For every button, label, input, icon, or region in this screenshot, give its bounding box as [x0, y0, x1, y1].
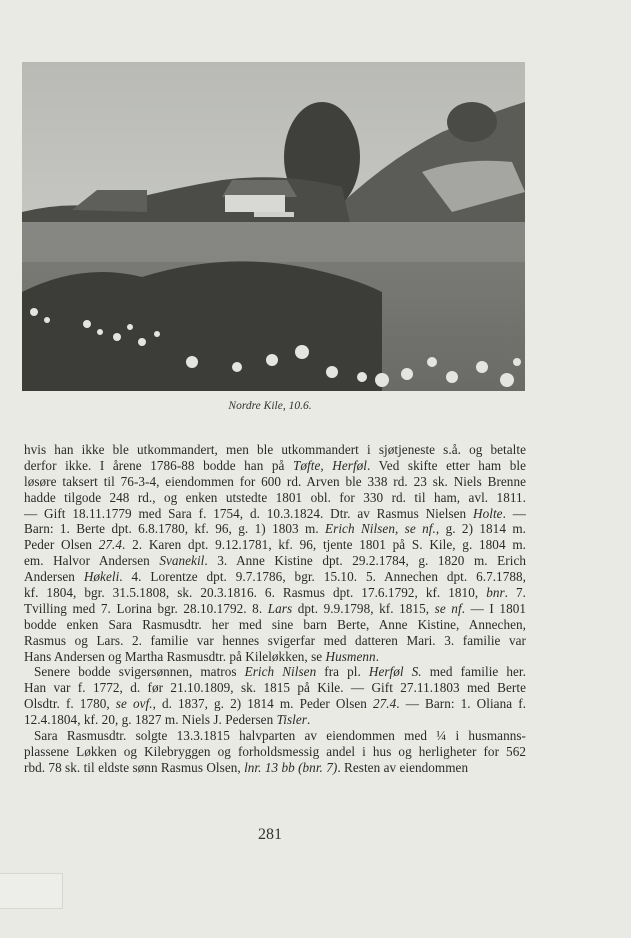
text-segment: . — I 1801 [461, 600, 526, 616]
text-segment: . [375, 648, 380, 664]
italic-text: 27.4 [373, 696, 397, 712]
italic-text: 27.4 [98, 537, 123, 553]
landscape-photo [22, 62, 525, 391]
text-line [24, 585, 526, 601]
text-segment: plassene Løkken og Kilebryggen og forholdsmessig andel i hus og herligheter for 562 [24, 743, 526, 759]
text-segment: Olsdtr. f. 1780, [24, 696, 116, 712]
italic-text: Herføl S. [368, 664, 422, 680]
text-segment: . [306, 712, 311, 728]
text-segment: . Ved skifte etter ham ble [367, 457, 526, 473]
text-segment: hadde tilgode 248 rd., og enken utstedte 1801 obl. for 330 rd. til ham, avl. 1811. [24, 489, 526, 505]
italic-text: Erich Nilsen, se nf. [325, 521, 436, 537]
text-segment: . — Barn: 1. Oliana f. [396, 696, 526, 712]
text-segment: — Gift 18.11.1779 med Sara f. 1754, d. 10.3.1824. Dtr. av Rasmus Nielsen [24, 505, 474, 521]
italic-text: se nf [434, 600, 462, 616]
tree [447, 102, 497, 142]
text-line [24, 553, 526, 569]
text-segment: Rasmus og Lars. 2. familie var hennes svigerfar med datteren Mari. 3. familie var [24, 632, 526, 648]
text-line [24, 601, 526, 617]
text-line [24, 760, 526, 776]
text-segment: kf. 1804, bgr. 31.5.1808, sk. 20.3.1816. 6. Rasmus dpt. 17.6.1792, kf. 1810, [24, 585, 487, 601]
text-line [24, 569, 526, 585]
photo-caption: Nordre Kile, 10.6. [228, 400, 312, 412]
text-line [24, 537, 526, 553]
text-line [24, 617, 526, 633]
page-number: 281 [258, 826, 282, 843]
italic-text: bnr [486, 585, 505, 601]
text-segment: hvis han ikke ble utkommandert, men ble utkommandert i sjøtjeneste s.å. og betalte [24, 442, 526, 457]
photo-illustration [22, 62, 525, 391]
fence [254, 212, 294, 217]
text-segment: , g. 2) 1814 m. [435, 521, 526, 537]
text-line [24, 458, 526, 474]
text-line [24, 442, 526, 458]
text-line [24, 728, 526, 744]
italic-text: Erich Nilsen [244, 664, 317, 680]
scan-margin-mark [0, 873, 63, 909]
italic-text: se ovf. [115, 696, 153, 712]
body-text [24, 442, 526, 776]
house-wall [225, 195, 285, 212]
text-segment: Andersen [24, 569, 84, 585]
text-line [24, 506, 526, 522]
text-segment: Sara Rasmusdtr. solgte 13.3.1815 halvparten av eiendommen med ¼ i husmanns- [34, 728, 526, 744]
text-segment: Tvilling med 7. Lorina bgr. 28.10.1792. 8. [24, 600, 268, 616]
italic-text: Lars [267, 600, 293, 616]
field-far [22, 222, 525, 262]
italic-text: lnr. 13 bb (bnr. 7) [244, 759, 338, 775]
text-segment: Hans Andersen og Martha Rasmusdtr. på Kileløkken, se [24, 648, 326, 664]
house-roof [222, 180, 297, 197]
text-segment: derfor ikke. I årene 1786-88 bodde han på [24, 457, 294, 473]
text-segment: 12.4.1804, kf. 20, g. 1827 m. Niels J. Pedersen [24, 712, 277, 728]
text-line [24, 680, 526, 696]
text-line [24, 633, 526, 649]
text-segment: fra pl. [316, 664, 369, 680]
text-line [24, 649, 526, 665]
text-segment: , d. 1837, g. 2) 1814 m. Peder Olsen [152, 696, 374, 712]
text-segment: dpt. 9.9.1798, kf. 1815, [292, 600, 435, 616]
text-segment: em. Halvor Andersen [24, 553, 160, 569]
text-segment: . 2. Karen dpt. 9.12.1781, kf. 96, tjente 1801 på S. Kile, g. 1804 m. [122, 537, 526, 553]
text-segment: . 3. Anne Kistine dpt. 29.2.1784, g. 1820 m. Erich [204, 553, 526, 569]
text-segment: Barn: 1. Berte dpt. 6.8.1780, kf. 96, g. 1) 1803 m. [24, 521, 326, 537]
text-segment: . — [502, 505, 526, 521]
text-line [24, 712, 526, 728]
italic-text: Tisler [276, 712, 307, 728]
text-segment: . Resten av eiendommen [337, 759, 469, 775]
text-segment: med familie her. [421, 664, 526, 680]
text-segment: . 4. Lorentze dpt. 9.7.1786, bgr. 15.10. 5. Annechen dpt. 6.7.1788, [119, 569, 526, 585]
italic-text: Høkeli [83, 569, 120, 585]
italic-text: Tøfte, Herføl [293, 457, 368, 473]
text-line [24, 521, 526, 537]
text-segment: Han var f. 1772, d. før 21.10.1809, sk. 1815 på Kile. — Gift 27.11.1803 med Berte [24, 680, 526, 696]
text-line [24, 744, 526, 760]
text-segment: . 7. [504, 585, 526, 601]
italic-text: Holte [473, 505, 503, 521]
text-line [24, 490, 526, 506]
text-line [24, 696, 526, 712]
italic-text: Husmenn [325, 648, 376, 664]
text-segment: løsøre taksert til 76-3-4, eiendommen for 600 rd. Arven ble 338 rd. 23 sk. Niels Brenne [24, 473, 526, 489]
text-line [24, 664, 526, 680]
text-segment: bodde enken Sara Rasmusdtr. her med sine barn Berte, Anne Kistine, Annechen, [24, 616, 526, 632]
italic-text: Svanekil [159, 553, 205, 569]
text-line [24, 474, 526, 490]
text-segment: Senere bodde svigersønnen, matros [34, 664, 245, 680]
text-segment: rbd. 78 sk. til eldste sønn Rasmus Olsen, [24, 759, 245, 775]
text-segment: Peder Olsen [24, 537, 99, 553]
